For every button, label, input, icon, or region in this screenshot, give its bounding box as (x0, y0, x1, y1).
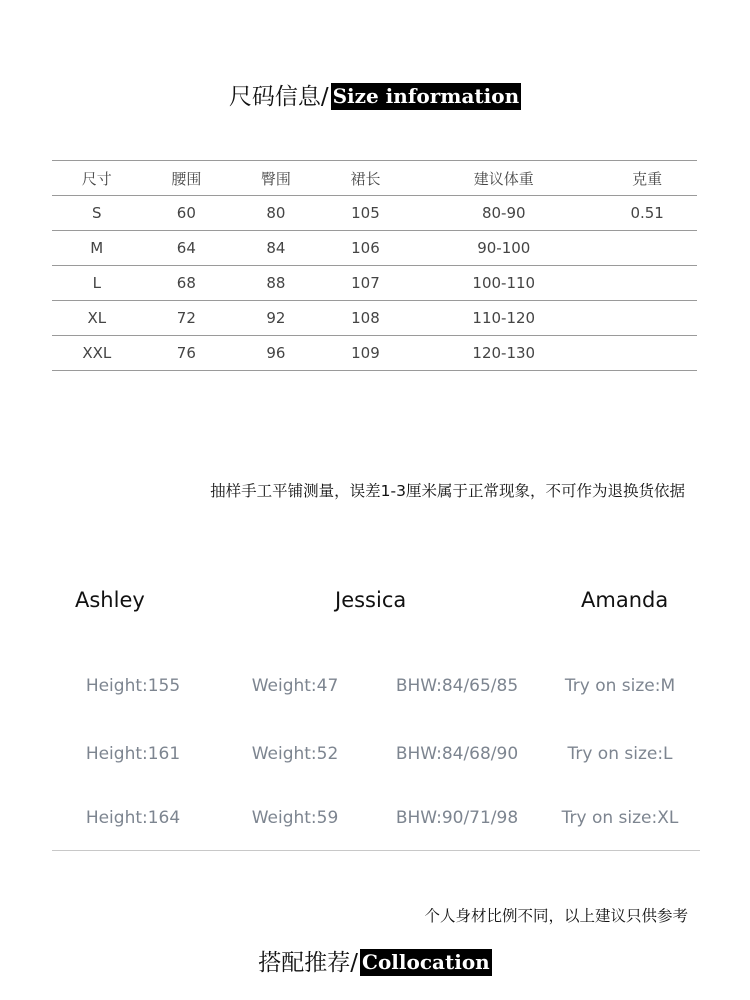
cell-fabric-weight: 0.51 (597, 196, 697, 231)
cell-hip: 92 (231, 301, 321, 336)
cell-skirt-length: 105 (321, 196, 411, 231)
model-stats-row (0, 744, 750, 774)
cell-hip: 88 (231, 266, 321, 301)
cell-hip: 80 (231, 196, 321, 231)
size-heading-en: Size information (332, 84, 520, 108)
cell-fabric-weight (597, 266, 697, 301)
table-row (52, 231, 697, 266)
cell-fabric-weight (597, 231, 697, 266)
model-try-on-size: Try on size:M (564, 676, 676, 696)
cell-hip: 96 (231, 336, 321, 371)
size-heading-cn: 尺码信息/ (228, 84, 329, 110)
collocation-heading-cn: 搭配推荐/ (258, 950, 359, 976)
model-height: Height:155 (85, 676, 181, 696)
header-hip: 臀围 (231, 161, 321, 196)
cell-size: S (52, 196, 142, 231)
header-size: 尺寸 (52, 161, 142, 196)
size-information-heading (0, 78, 750, 111)
cell-skirt-length: 106 (321, 231, 411, 266)
model-weight: Weight:47 (251, 676, 339, 696)
cell-size: XXL (52, 336, 142, 371)
cell-suggested-weight: 100-110 (410, 266, 597, 301)
cell-skirt-length: 107 (321, 266, 411, 301)
cell-waist: 68 (142, 266, 232, 301)
cell-waist: 64 (142, 231, 232, 266)
cell-fabric-weight (597, 301, 697, 336)
model-name-ashley: Ashley (75, 588, 145, 612)
cell-suggested-weight: 80-90 (410, 196, 597, 231)
cell-waist: 76 (142, 336, 232, 371)
cell-suggested-weight: 90-100 (410, 231, 597, 266)
model-bhw: BHW:84/65/85 (395, 676, 519, 696)
cell-size: XL (52, 301, 142, 336)
model-name-jessica: Jessica (335, 588, 407, 612)
cell-fabric-weight (597, 336, 697, 371)
model-height: Height:164 (85, 808, 181, 828)
header-fabric-weight: 克重 (597, 161, 697, 196)
table-row (52, 301, 697, 336)
cell-size: M (52, 231, 142, 266)
reference-note: 个人身材比例不同，以上建议只供参考 (424, 907, 688, 925)
table-row (52, 196, 697, 231)
measurement-note: 抽样手工平铺测量，误差1-3厘米属于正常现象，不可作为退换货依据 (210, 482, 685, 500)
cell-skirt-length: 108 (321, 301, 411, 336)
header-suggested-weight: 建议体重 (410, 161, 597, 196)
model-bhw: BHW:84/68/90 (395, 744, 519, 764)
size-table (52, 160, 697, 371)
size-table-header-row (52, 161, 697, 196)
cell-skirt-length: 109 (321, 336, 411, 371)
cell-waist: 60 (142, 196, 232, 231)
model-weight: Weight:52 (251, 744, 339, 764)
cell-hip: 84 (231, 231, 321, 266)
cell-suggested-weight: 110-120 (410, 301, 597, 336)
collocation-heading-en: Collocation (362, 950, 490, 974)
model-try-on-size: Try on size:XL (561, 808, 679, 828)
cell-waist: 72 (142, 301, 232, 336)
section-divider (52, 850, 700, 851)
cell-size: L (52, 266, 142, 301)
collocation-heading (0, 944, 750, 977)
model-bhw: BHW:90/71/98 (395, 808, 519, 828)
model-try-on-size: Try on size:L (567, 744, 673, 764)
model-height: Height:161 (85, 744, 181, 764)
model-weight: Weight:59 (251, 808, 339, 828)
table-row (52, 336, 697, 371)
cell-suggested-weight: 120-130 (410, 336, 597, 371)
table-row (52, 266, 697, 301)
model-name-amanda: Amanda (581, 588, 669, 612)
header-waist: 腰围 (142, 161, 232, 196)
model-stats-row (0, 676, 750, 706)
header-skirt-length: 裙长 (321, 161, 411, 196)
model-stats-row (0, 808, 750, 838)
